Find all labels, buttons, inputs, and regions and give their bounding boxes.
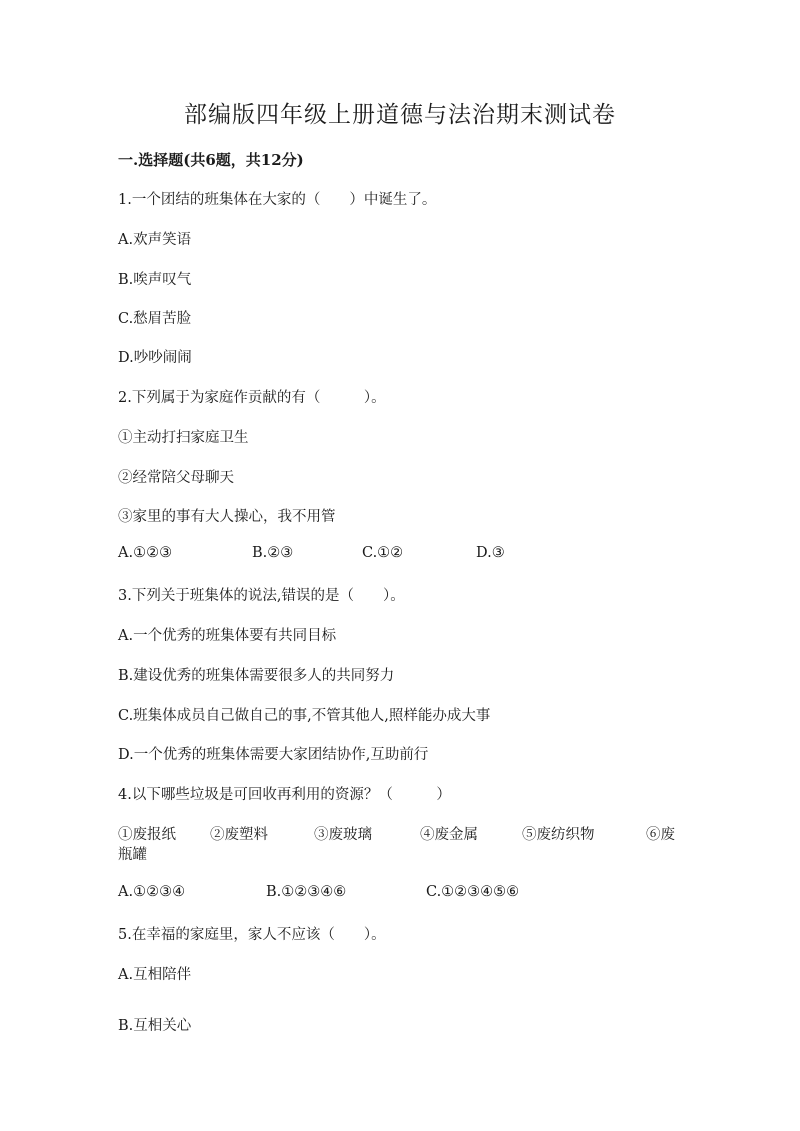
question-3-option-d: D.一个优秀的班集体需要大家团结协作,互助前行 [118,747,429,763]
question-4-stem: 4.以下哪些垃圾是可回收再利用的资源？（ ） [118,787,451,803]
question-4-option-b: B.①②③④⑥ [266,884,347,900]
section-heading: 一.选择题(共6题，共12分) [118,151,304,169]
question-3-stem: 3.下列关于班集体的说法,错误的是（ ）。 [118,588,405,604]
question-1-option-b: B.唉声叹气 [118,272,192,288]
question-4-item-4: ④废金属 [420,827,478,843]
question-5-option-a: A.互相陪伴 [118,967,192,983]
question-4-item-3: ③废玻璃 [314,827,372,843]
question-5-stem: 5.在幸福的家庭里，家人不应该（ ）。 [118,927,386,943]
question-3-option-c: C.班集体成员自己做自己的事,不管其他人,照样能办成大事 [118,708,491,724]
question-5-option-b: B.互相关心 [118,1018,192,1034]
question-4-items-wrap: 瓶罐 [118,847,147,863]
question-4-option-a: A.①②③④ [118,884,186,900]
question-4-item-5: ⑤废纺织物 [522,827,595,843]
question-4-item-2: ②废塑料 [210,827,268,843]
question-2-item-1: ①主动打扫家庭卫生 [118,430,249,446]
question-2-option-a: A.①②③ [118,545,173,561]
question-2-item-3: ③家里的事有大人操心，我不用管 [118,509,336,525]
question-1-option-a: A.欢声笑语 [118,232,192,248]
question-1-stem: 1.一个团结的班集体在大家的（ ）中诞生了。 [118,192,437,208]
question-2-option-d: D.③ [476,545,505,561]
question-1-option-c: C.愁眉苦脸 [118,311,192,327]
question-1-option-d: D.吵吵闹闹 [118,350,192,366]
question-2-stem: 2.下列属于为家庭作贡献的有（ ）。 [118,390,386,406]
question-4-item-6: ⑥废 [646,827,675,843]
question-2-item-2: ②经常陪父母聊天 [118,470,234,486]
question-4-option-c: C.①②③④⑤⑥ [426,884,520,900]
question-3-option-a: A.一个优秀的班集体要有共同目标 [118,628,337,644]
question-3-option-b: B.建设优秀的班集体需要很多人的共同努力 [118,668,395,684]
question-2-option-c: C.①② [362,545,404,561]
question-4-item-1: ①废报纸 [118,827,176,843]
page-title: 部编版四年级上册道德与法治期末测试卷 [184,102,616,128]
question-2-option-b: B.②③ [252,545,294,561]
